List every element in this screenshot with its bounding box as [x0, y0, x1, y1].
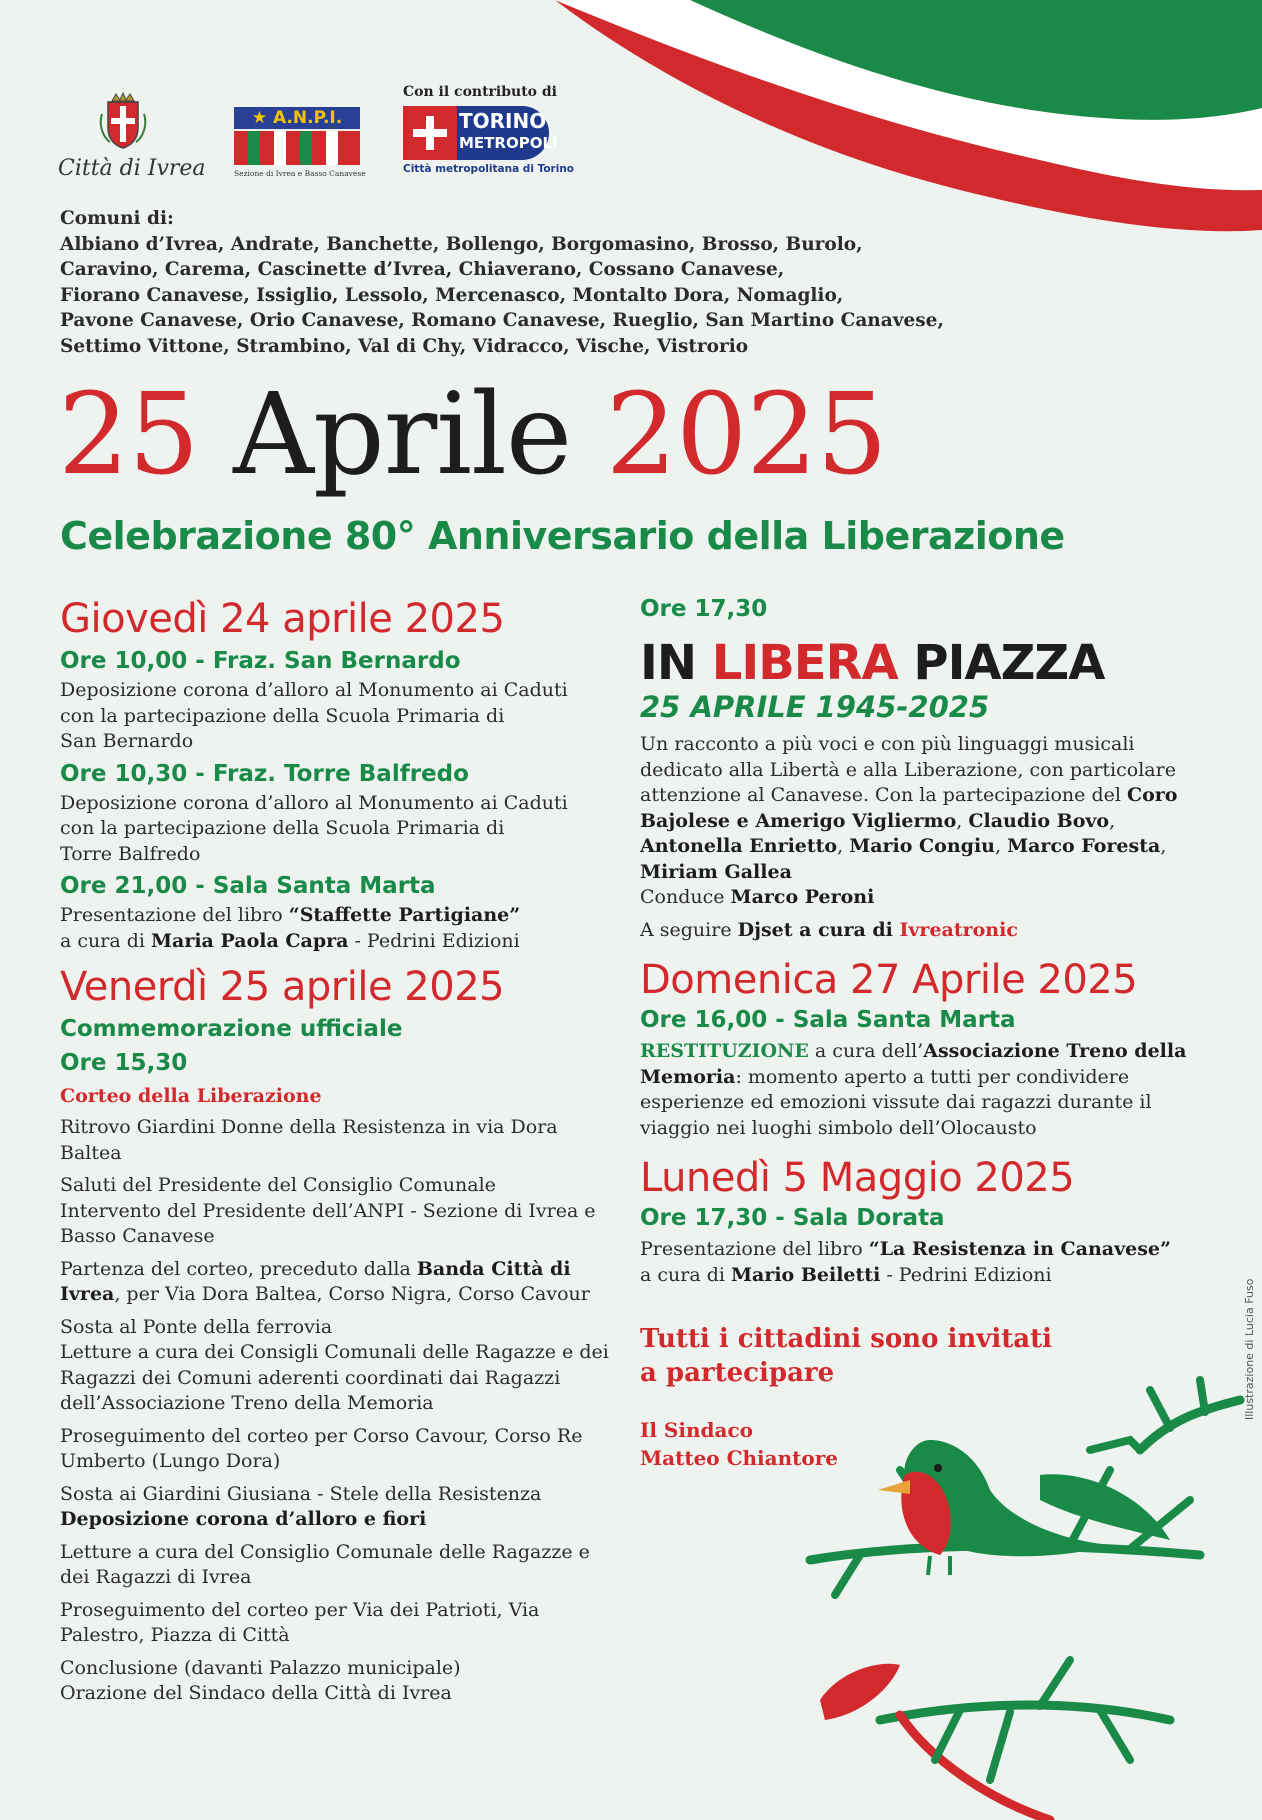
corteo-step: Sosta al Ponte della ferrovia Letture a cura dei Consigli Comunali delle Ragazze e dei Ragazzi dei Comuni aderenti coordinati dai Ragazzi dell’Associazione Treno della Memoria	[60, 1315, 609, 1414]
event-time: Ore 10,00 - Fraz. San Bernardo	[60, 648, 461, 674]
event-time: Ore 15,30	[60, 1050, 188, 1076]
anpi-title: A.N.P.I.	[272, 108, 343, 128]
title-year: 2025	[605, 370, 887, 500]
comuni-line: Pavone Canavese, Orio Canavese, Romano Canavese, Rueglio, San Martino Canavese,	[60, 310, 944, 331]
comuni-line: Caravino, Carema, Cascinette d’Ivrea, Chiaverano, Cossano Canavese,	[60, 259, 785, 280]
corteo-step: Conclusione (davanti Palazzo municipale) Orazione del Sindaco della Città di Ivrea	[60, 1656, 461, 1704]
corteo-step: Proseguimento del corteo per Corso Cavour, Corso Re Umberto (Lungo Dora)	[60, 1424, 583, 1472]
corteo-step: Partenza del corteo, preceduto dalla Banda Città di Ivrea, per Via Dora Baltea, Corso Nigra, Corso Cavour	[60, 1257, 590, 1305]
corteo-heading: Corteo della Liberazione	[60, 1085, 322, 1107]
event-time: Ore 16,00 - Sala Santa Marta	[640, 1007, 1016, 1033]
program-right-column	[640, 594, 1220, 1472]
corteo-step: Letture a cura del Consiglio Comunale delle Ragazze e dei Ragazzi di Ivrea	[60, 1540, 590, 1588]
corteo-step: Ritrovo Giardini Donne della Resistenza in via Dora Baltea	[60, 1116, 558, 1164]
event-time: Ore 21,00 - Sala Santa Marta	[60, 873, 436, 899]
comuni-list	[60, 206, 960, 359]
illustration-credit: Illustrazione di Lucia Fuso	[1243, 1278, 1256, 1420]
corteo-step: Proseguimento del corteo per Via dei Patrioti, Via Palestro, Piazza di Città	[60, 1598, 540, 1646]
torino-bottom: METROPOLI	[459, 134, 558, 152]
title-month: Aprile	[233, 370, 572, 500]
ivrea-crest-icon	[98, 92, 148, 150]
in-libera-piazza-title: IN LIBERA PIAZZA	[640, 635, 1105, 691]
in-libera-piazza-subtitle: 25 APRILE 1945-2025	[640, 690, 990, 724]
program-left-column	[60, 596, 620, 1707]
comuni-line: Settimo Vittone, Strambino, Val di Chy, Vidracco, Vische, Vistrorio	[60, 335, 749, 357]
invitation: Tutti i cittadini sono invitati a partecipare	[640, 1324, 1052, 1388]
event-djset: A seguire Djset a cura di Ivreatronic	[640, 918, 1018, 941]
monday-heading: Lunedì 5 Maggio 2025	[640, 1155, 1075, 1201]
torino-subtitle: Città metropolitana di Torino	[403, 163, 575, 175]
event-time: Ore 17,30	[640, 596, 768, 622]
comuni-title: Comuni di:	[60, 208, 174, 229]
corteo-step: Saluti del Presidente del Consiglio Comunale Intervento del Presidente dell’ANPI - Sezione di Ivrea e Basso Canavese	[60, 1174, 596, 1247]
event-time: Ore 17,30 - Sala Dorata	[640, 1205, 945, 1231]
event-description: Deposizione corona d’alloro al Monumento ai Caduti con la partecipazione della Scuola Primaria di Torre Balfredo	[60, 791, 568, 865]
sunday-heading: Domenica 27 Aprile 2025	[640, 957, 1138, 1003]
event-host: Conduce Marco Peroni	[640, 886, 875, 908]
event-description: Deposizione corona d’alloro al Monumento ai Caduti con la partecipazione della Scuola Primaria di San Bernardo	[60, 679, 568, 752]
friday-heading: Venerdì 25 aprile 2025	[60, 964, 505, 1010]
star-icon: ★	[251, 108, 268, 128]
ivrea-logo-text: Città di Ivrea	[58, 156, 206, 181]
event-description: Presentazione del libro “La Resistenza in Canavese” a cura di Mario Beiletti - Pedrini Edizioni	[640, 1238, 1171, 1286]
page-subtitle: Celebrazione 80° Anniversario della Liberazione	[60, 514, 1065, 558]
event-description: Un racconto a più voci e con più linguaggi musicali dedicato alla Libertà e alla Liberazione, con particolare attenzione al Canavese. Con la partecipazione del Coro Bajolese e Amerigo Vigliermo, Claudio Bovo, Antonella Enrietto, Mario Congiu, Marco Foresta, Miriam Gallea	[640, 733, 1178, 883]
event-description: Presentazione del libro “Staffette Partigiane” a cura di Maria Paola Capra - Pedrini Edizioni	[60, 904, 521, 952]
comuni-line: Fiorano Canavese, Issiglio, Lessolo, Mercenasco, Montalto Dora, Nomaglio,	[60, 284, 844, 306]
red-leaf-icon	[820, 1664, 900, 1720]
torino-cross-icon	[403, 106, 457, 160]
contributo-label: Con il contributo di	[403, 84, 557, 100]
page-title	[58, 370, 887, 500]
torino-metropoli-logo	[403, 106, 575, 175]
comuni-line: Albiano d’Ivrea, Andrate, Banchette, Bollengo, Borgomasino, Brosso, Burolo,	[60, 233, 863, 255]
corteo-step: Sosta ai Giardini Giusiana - Stele della Resistenza Deposizione corona d’alloro e fiori	[60, 1482, 542, 1530]
logos-bar	[58, 80, 618, 190]
event-time: Ore 10,30 - Fraz. Torre Balfredo	[60, 760, 469, 787]
title-day: 25	[58, 370, 199, 500]
anpi-logo	[234, 107, 366, 178]
mayor-signature: Il Sindaco Matteo Chiantore	[640, 1418, 838, 1470]
torino-top: TORINO	[459, 109, 547, 133]
anpi-subtitle: Sezione di Ivrea e Basso Canavese	[234, 169, 366, 178]
thursday-heading: Giovedì 24 aprile 2025	[60, 596, 505, 642]
event-description: RESTITUZIONE a cura dell’Associazione Treno della Memoria: momento aperto a tutti per condividere esperienze ed emozioni vissute dai ragazzi durante il viaggio nei luoghi simbolo dell’Olocausto	[640, 1040, 1187, 1139]
event-subheading: Commemorazione ufficiale	[60, 1016, 403, 1042]
